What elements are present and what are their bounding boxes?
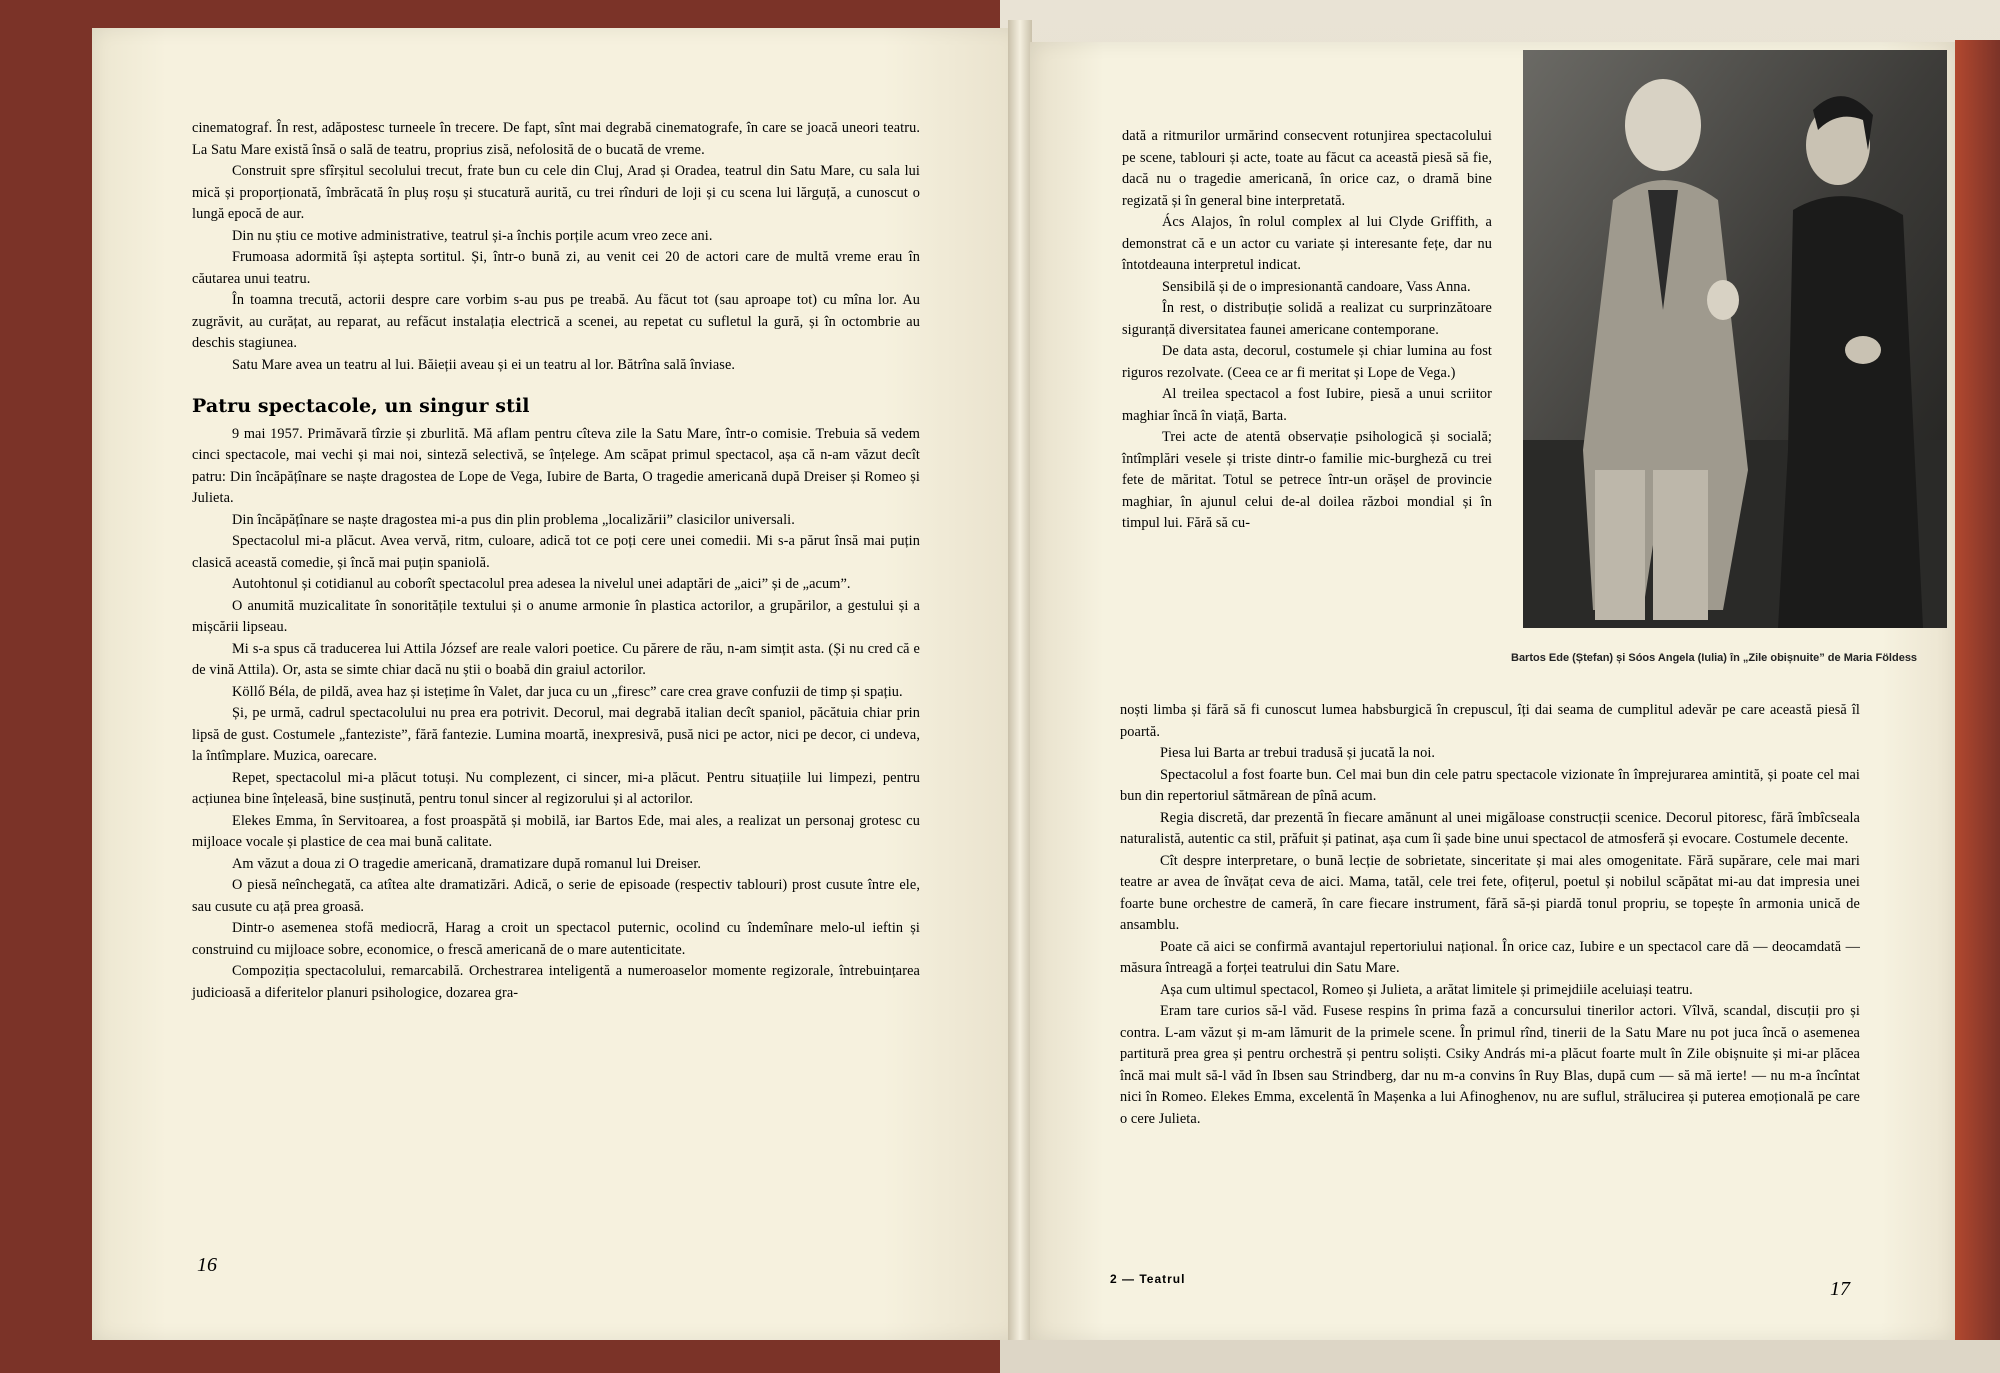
paragraph: Din nu știu ce motive administrative, teatrul și-a închis porțile acum vreo zece ani. <box>232 227 713 244</box>
paragraph: Al treilea spectacol a fost Iubire, piesă a unui scriitor maghiar încă în viață, Barta. <box>1122 386 1492 424</box>
page-number-right: 17 <box>1830 1278 1850 1300</box>
paragraph: Sensibilă și de o impresionantă candoare, Vass Anna. <box>1162 278 1471 295</box>
paragraph: Elekes Emma, în Servitoarea, a fost proaspătă și mobilă, iar Bartos Ede, mai ales, a realizat un personaj grotesc cu mijloace vocale și plastice de cea mai bună calitate. <box>192 812 920 850</box>
paragraph: Din încăpățînare se naște dragostea mi-a pus din plin problema „localizării” clasicilor universali. <box>232 511 795 528</box>
book-cover-edge <box>1955 40 2000 1340</box>
paragraph: Compoziția spectacolului, remarcabilă. Orchestrarea inteligentă a numeroaselor momente regizorale, întrebuințarea judicioasă a diferitelor planuri psihologice, dozarea gra- <box>192 963 920 1001</box>
paragraph: Ács Alajos, în rolul complex al lui Clyde Griffith, a demonstrat că e un actor cu variate și interesante fețe, dar nu întotdeauna interpretul indicat. <box>1122 214 1492 273</box>
paragraph: O anumită muzicalitate în sonoritățile textului și o anume armonie în plastica actorilor, a grupărilor, a gestului și a mișcării lipseau. <box>192 597 920 635</box>
paragraph: Am văzut a doua zi O tragedie americană, dramatizare după romanul lui Dreiser. <box>232 855 702 872</box>
photo-caption: Bartos Ede (Ștefan) și Sóos Angela (Iulia) în „Zile obișnuite” de Maria Földess <box>1511 652 1918 664</box>
paragraph: Satu Mare avea un teatru al lui. Băieții aveau și ei un teatru al lor. Bătrîna sală înviase. <box>232 356 736 373</box>
paragraph: Frumoasa adormită își aștepta sortitul. Și, într-o bună zi, au venit cei 20 de actori care de multă vreme erau în căutarea unui teatru. <box>192 249 920 287</box>
left-page-text <box>192 118 920 1004</box>
paragraph: Așa cum ultimul spectacol, Romeo și Julieta, a arătat limitele și primejdiile aceluiași teatru. <box>1160 981 1693 998</box>
paragraph: cinematograf. În rest, adăpostesc turneele în trecere. De fapt, sînt mai degrabă cinematografe, în care se joacă uneori teatru. La Satu Mare există însă o sală de teatru, proprius zisă, nefolosită de o bucată de vreme. <box>192 120 920 158</box>
paragraph: Mi s-a spus că traducerea lui Attila József are reale valori poetice. Cu părere de rău, n-am simțit asta. (Și nu cred că e de vină Attila). Or, asta se simte chiar dacă nu știi o boabă din graiul actorilor. <box>192 640 920 678</box>
footer-signature: 2 — Teatrul <box>1110 1272 1186 1286</box>
paragraph: Spectacolul mi-a plăcut. Avea vervă, ritm, culoare, adică tot ce poți cere unei comedii. Mi s-a părut însă mai puțin clasică această comedie, și încă mai puțin spaniolă. <box>192 533 920 571</box>
right-full-text <box>1120 700 1860 1130</box>
paragraph: dată a ritmurilor urmărind consecvent rotunjirea spectacolului pe scene, tablouri și acte, toate au făcut ca această piesă să fie, dacă nu o tragedie americană, în orice caz, o dramă bine regizată și în general bine interpretată. <box>1122 128 1492 209</box>
stage-photo-image <box>1523 50 1947 628</box>
paragraph: Construit spre sfîrșitul secolului trecut, frate bun cu cele din Cluj, Arad și Oradea, teatrul din Satu Mare, cu sala lui mică și proporționată, îmbrăcată în pluș roșu și stucatură aurită, cu trei rînduri de loji și cu scena lui lărguță, a cunoscut o lungă epocă de aur. <box>192 163 920 222</box>
paragraph: Poate că aici se confirmă avantajul repertoriului național. În orice caz, Iubire e un spectacol care dă — deocamdată — măsura întreagă a forței teatrului din Satu Mare. <box>1120 938 1860 976</box>
paragraph: Köllő Béla, de pildă, avea haz și istețime în Valet, dar juca cu un „firesc” care crea grave confuzii de timp și spațiu. <box>232 683 903 700</box>
paragraph: Trei acte de atentă observație psihologică și socială; întîmplări vesele și triste dintr-o familie mic-burgheză cu trei fete de măritat. Totul se petrece într-un orășel de provincie maghiar, în ajunul celui de-al doilea război mondial și în timpul lui. Fără să cu- <box>1122 429 1492 531</box>
stage-photo <box>1523 50 1947 628</box>
book-spine <box>1008 20 1032 1340</box>
right-column-text <box>1122 126 1492 535</box>
paragraph: Cît despre interpretare, o bună lecție de sobrietate, sinceritate și mai ales omogenitate. Fără supărare, cele mai mari teatre ar avea de învățat ceva de aici. Mama, tatăl, cele trei fete, ofițerul, poetul și nobilul scăpătat mi-au dat impresia unei foarte bune orchestre de cameră, în care fiecare instrument, fără să-și piardă tonul propriu, se topește în armonia unică de ansamblu. <box>1120 852 1860 933</box>
paragraph: Piesa lui Barta ar trebui tradusă și jucată la noi. <box>1160 745 1436 761</box>
page-number-left: 16 <box>197 1254 217 1276</box>
paragraph: Autohtonul și cotidianul au coborît spectacolul prea adesea la nivelul unei adaptări de „aici” și de „acum”. <box>232 576 851 592</box>
paragraph: În toamna trecută, actorii despre care vorbim s-au pus pe treabă. Au făcut tot (sau aproape tot) cu mîna lor. Au zugrăvit, au curățat, au reparat, au refăcut instalația electrică a scenei, au repetat cu sufletul la gură, și în octombrie au deschis stagiunea. <box>192 292 920 351</box>
paragraph: noști limba și fără să fi cunoscut lumea habsburgică în crepuscul, îți dai seama de cumplitul adevăr pe care această piesă îl poartă. <box>1120 702 1860 740</box>
paragraph: Regia discretă, dar prezentă în fiecare amănunt al unei migăloase construcții scenice. Decorul pitoresc, fără îmbîcseala naturalistă, autentic ca stil, prăfuit și patinat, așa cum îi șade bine unui spectacol de atmosferă și evocare. Costumele decente. <box>1120 809 1860 847</box>
paragraph: Repet, spectacolul mi-a plăcut totuși. Nu complezent, ci sincer, mi-a plăcut. Pentru situațiile lui limpezi, pentru acțiunea bine înțeleasă, bine susținută, pentru tonul sincer al regizorului și al actorilor. <box>192 769 920 807</box>
section-heading: Patru spectacole, un singur stil <box>192 395 530 417</box>
paragraph: De data asta, decorul, costumele și chiar lumina au fost riguros rezolvate. (Ceea ce ar fi meritat și Lope de Vega.) <box>1122 343 1492 381</box>
paragraph: Și, pe urmă, cadrul spectacolului nu prea era potrivit. Decorul, mai degrabă italian decît spaniol, păcătuia chiar prin lipsă de gust. Costumele „fanteziste”, fără fantezie. Lumina moartă, inexpresivă, pusă nici pe actor, nici pe decor, ci undeva, la întîmplare. Muzica, oarecare. <box>192 705 920 764</box>
paragraph: O piesă neînchegată, ca atîtea alte dramatizări. Adică, o serie de episoade (respectiv tablouri) prost cusute între ele, sau cusute cu ață prea groasă. <box>192 877 920 915</box>
paragraph: Dintr-o asemenea stofă mediocră, Harag a croit un spectacol puternic, ocolind cu îndemînare melo-ul ieftin și construind cu mijloace sobre, economice, o frescă americană de o mare autenticitate. <box>192 920 920 958</box>
paragraph: 9 mai 1957. Primăvară tîrzie și zburlită. Mă aflam pentru cîteva zile la Satu Mare, într-o comisie. Trebuia să vedem cinci spectacole, mai vechi și mai noi, sinteză selectivă, se înțelege. Am scăpat primul spectacol, așa că n-am văzut decît patru: Din încăpățînare se naște dragostea de Lope de Vega, Iubire de Barta, O tragedie americană după Dreiser și Romeo și Julieta. <box>192 425 920 506</box>
paragraph: Eram tare curios să-l văd. Fusese respins în prima fază a concursului tinerilor actori. Vîlvă, scandal, discuții pro și contra. L-am văzut și m-am lămurit de la primele scene. În primul rînd, tinerii de la Satu Mare nu pot juca încă o asemenea partitură prea grea și pentru orchestră și pentru soliști. Csiky András mi-a plăcut foarte mult în Zile obișnuite și mi-ar plăcea încă mai mult să-l văd în Ibsen sau Strindberg, dar nu m-a convins în Ruy Blas, după cum — să mă ierte! — nu m-a încîntat nici în Romeo. Elekes Emma, excelentă în Mașenka a lui Afinoghenov, nu are suflul, strălucirea și puterea emoțională pe care o cere Julieta. <box>1120 1003 1860 1127</box>
paragraph: În rest, o distribuție solidă a realizat cu surprinzătoare siguranță diversitatea faunei americane contemporane. <box>1122 300 1492 338</box>
paragraph: Spectacolul a fost foarte bun. Cel mai bun din cele patru spectacole vizionate în împrejurarea amintită, și poate cel mai bun din repertoriul sătmărean de pînă acum. <box>1120 766 1860 804</box>
